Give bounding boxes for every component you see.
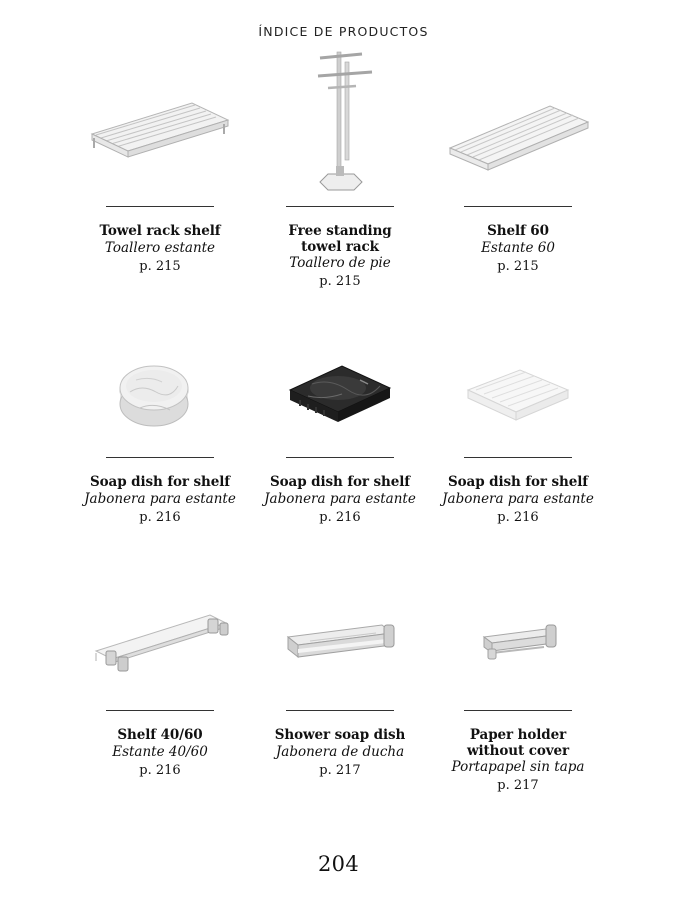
- product-name-spanish: Estante 40/60: [112, 743, 208, 760]
- product-name: Soap dish for shelf: [90, 474, 230, 490]
- product-name-spanish: Portapapel sin tapa: [451, 759, 585, 775]
- black-marble-soap-dish-image: [250, 300, 430, 460]
- towel-rack-shelf-image: [70, 48, 250, 208]
- divider: [464, 457, 572, 458]
- page-reference[interactable]: p. 216: [139, 762, 181, 778]
- page-number: 204: [318, 852, 359, 876]
- divider: [286, 206, 394, 207]
- page-reference[interactable]: p. 216: [319, 509, 361, 525]
- divider: [106, 710, 214, 711]
- paper-holder-image: [428, 553, 608, 713]
- product-name: Paper holder without cover: [466, 727, 570, 759]
- product-name: Soap dish for shelf: [270, 474, 410, 490]
- product-name-spanish: Toallero estante: [104, 239, 216, 256]
- product-name-spanish: Jabonera para estante: [84, 490, 236, 507]
- page-reference[interactable]: p. 215: [497, 258, 539, 274]
- divider: [286, 457, 394, 458]
- product-name: Towel rack shelf: [99, 223, 221, 239]
- page-reference[interactable]: p. 216: [139, 509, 181, 525]
- divider: [106, 206, 214, 207]
- divider: [464, 206, 572, 207]
- shower-soap-dish-image: [250, 553, 430, 713]
- product-name-spanish: Jabonera de ducha: [275, 743, 405, 760]
- product-name-spanish: Estante 60: [481, 239, 555, 256]
- divider: [464, 710, 572, 711]
- free-standing-towel-rack-image: [250, 48, 430, 208]
- product-name-spanish: Jabonera para estante: [264, 490, 416, 507]
- divider: [286, 710, 394, 711]
- product-name: Shower soap dish: [274, 727, 406, 743]
- page-reference[interactable]: p. 217: [497, 778, 539, 793]
- product-name-spanish: Toallero de pie: [289, 255, 391, 271]
- index-title: ÍNDICE DE PRODUCTOS: [258, 24, 429, 39]
- clear-glass-soap-dish-image: [428, 300, 608, 460]
- product-name: Shelf 60: [487, 223, 549, 239]
- page-reference[interactable]: p. 215: [319, 274, 361, 289]
- shelf-60-image: [428, 48, 608, 208]
- page-reference[interactable]: p. 217: [319, 762, 361, 778]
- product-name-spanish: Jabonera para estante: [442, 490, 594, 507]
- product-name: Shelf 40/60: [117, 727, 203, 743]
- page-reference[interactable]: p. 215: [139, 258, 181, 274]
- divider: [106, 457, 214, 458]
- white-marble-soap-dish-image: [70, 300, 250, 460]
- glass-shelf-image: [70, 553, 250, 713]
- product-name: Soap dish for shelf: [448, 474, 588, 490]
- page-reference[interactable]: p. 216: [497, 509, 539, 525]
- product-name: Free standing towel rack: [288, 223, 392, 255]
